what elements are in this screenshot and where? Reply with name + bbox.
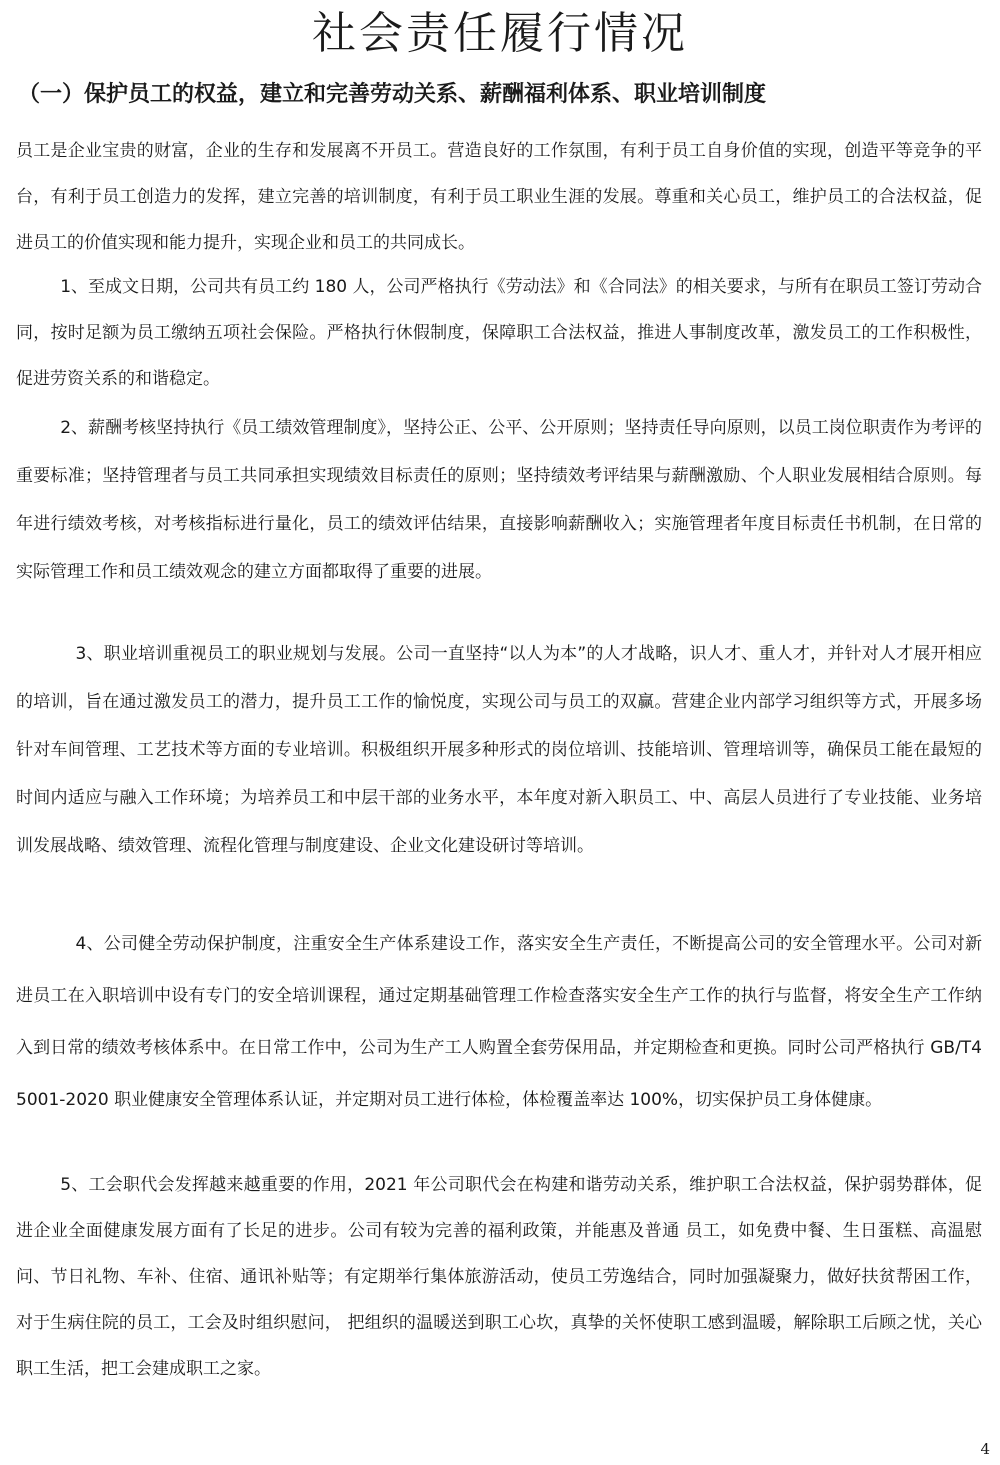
page-number: 4 — [980, 1440, 990, 1458]
paragraph-item-4: 4、公司健全劳动保护制度，注重安全生产体系建设工作，落实安全生产责任，不断提高公司的安全管理水平。公司对新进员工在入职培训中设有专门的安全培训课程，通过定期基础管理工作检查落实安全生产工作的执行与监督，将安全生产工作纳入到日常的绩效考核体系中。在日常工作中，公司为生产工人购置全套劳保用品，并定期检查和更换。同时公司严格执行 GB/T45001-2020 职业健康安全管理体系认证，并定期对员工进行体检，体检覆盖率达 100%，切实保护员工身体健康。 — [16, 934, 982, 1110]
page-title: 社会责任履行情况 — [312, 8, 688, 59]
paragraph-item-2: 2、薪酬考核坚持执行《员工绩效管理制度》，坚持公正、公平、公开原则；坚持责任导向原则，以员工岗位职责作为考评的重要标准；坚持管理者与员工共同承担实现绩效目标责任的原则；坚持绩效考评结果与薪酬激励、个人职业发展相结合原则。每年进行绩效考核，对考核指标进行量化，员工的绩效评估结果，直接影响薪酬收入；实施管理者年度目标责任书机制，在日常的实际管理工作和员工绩效观念的建立方面都取得了重要的进展。 — [16, 418, 982, 582]
paragraph-intro: 员工是企业宝贵的财富，企业的生存和发展离不开员工。营造良好的工作氛围，有利于员工自身价值的实现，创造平等竞争的平台，有利于员工创造力的发挥，建立完善的培训制度，有利于员工职业生涯的发展。尊重和关心员工，维护员工的合法权益，促进员工的价值实现和能力提升，实现企业和员工的共同成长。 — [16, 141, 982, 253]
paragraph-item-1: 1、至成文日期，公司共有员工约 180 人，公司严格执行《劳动法》和《合同法》的相关要求，与所有在职员工签订劳动合同，按时足额为员工缴纳五项社会保险。严格执行休假制度，保障职工合法权益，推进人事制度改革，激发员工的工作积极性，促进劳资关系的和谐稳定。 — [16, 277, 982, 389]
paragraph-item-5: 5、工会职代会发挥越来越重要的作用，2021 年公司职代会在构建和谐劳动关系，维护职工合法权益，保护弱势群体，促进企业全面健康发展方面有了长足的进步。公司有较为完善的福利政策，并能惠及普通 员工，如免费中餐、生日蛋糕、高温慰问、节日礼物、车补、住宿、通讯补贴等；有定期举行集体旅游活动，使员工劳逸结合，同时加强凝聚力，做好扶贫帮困工作，对于生病住院的员工，工会及时组织慰问， 把组织的温暖送到职工心坎，真挚的关怀使职工感到温暖，解除职工后顾之忧，关心职工生活，把工会建成职工之家。 — [16, 1175, 982, 1379]
section-heading: （一）保护员工的权益，建立和完善劳动关系、薪酬福利体系、职业培训制度 — [18, 82, 767, 107]
paragraph-item-3: 3、职业培训重视员工的职业规划与发展。公司一直坚持“以人为本”的人才战略，识人才、重人才，并针对人才展开相应的培训，旨在通过激发员工的潜力，提升员工工作的愉悦度，实现公司与员工的双赢。营建企业内部学习组织等方式，开展多场针对车间管理、工艺技术等方面的专业培训。积极组织开展多种形式的岗位培训、技能培训、管理培训等，确保员工能在最短的时间内适应与融入工作环境；为培养员工和中层干部的业务水平，本年度对新入职员工、中、高层人员进行了专业技能、业务培训发展战略、绩效管理、流程化管理与制度建设、企业文化建设研讨等培训。 — [16, 644, 982, 856]
